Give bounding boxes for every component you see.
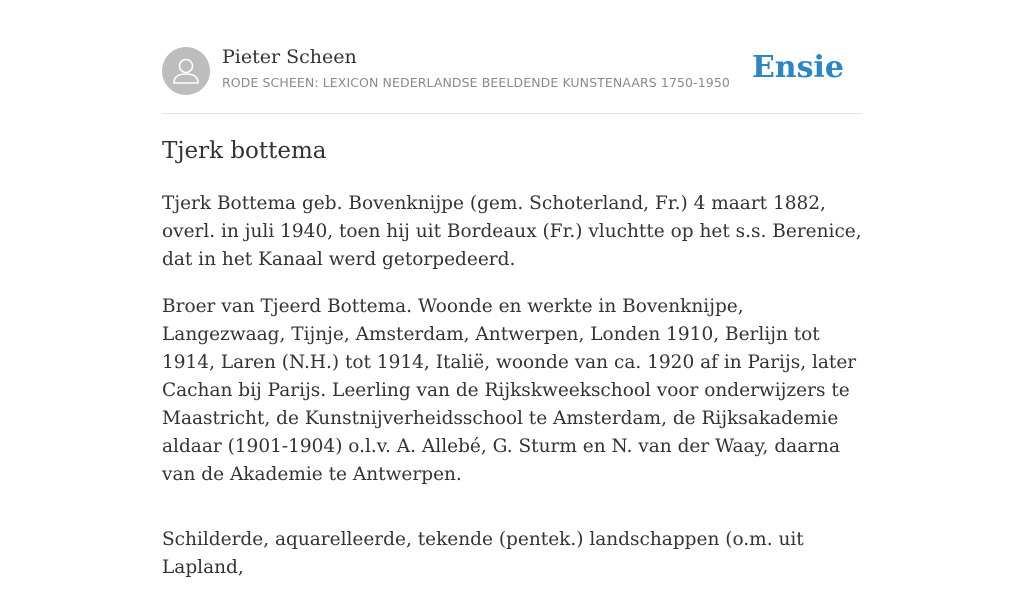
article-body: [162, 190, 862, 601]
entry-header: [162, 46, 862, 96]
paragraph-work: Schilderde, aquarelleerde, tekende (pentek.) landschappen (o.m. uit Lapland,: [162, 529, 804, 578]
paragraph-birth: Tjerk Bottema geb. Bovenknijpe (gem. Schoterland, Fr.) 4 maart 1882, overl. in juli 1940, toen hij uit Bordeaux (Fr.) vluchtte op het s.s. Berenice, dat in het Kanaal werd getorpedeerd.: [162, 193, 862, 270]
header-divider: [162, 113, 862, 114]
author-name[interactable]: Pieter Scheen: [222, 46, 357, 68]
paragraph-biography: Broer van Tjeerd Bottema. Woonde en werkte in Bovenknijpe, Langezwaag, Tijnje, Amsterdam, Antwerpen, Londen 1910, Berlijn tot 1914, Laren (N.H.) tot 1914, Italië, woonde van ca. 1920 af in Parijs, later Cachan bij Parijs. Leerling van de Rijkskweekschool voor onderwijzers te Maastricht, de Kunstnijverheidsschool te Amsterdam, de Rijksakademie aldaar (1901-1904) o.l.v. A. Allebé, G. Sturm en N. van der Waay, daarna van de Akademie te Antwerpen.: [162, 296, 857, 485]
user-icon-graphic: [162, 47, 210, 95]
user-icon[interactable]: [162, 47, 210, 95]
ensie-logo[interactable]: Ensie: [751, 50, 844, 85]
page-title: Tjerk bottema: [162, 138, 327, 164]
source-lexicon[interactable]: RODE SCHEEN: LEXICON NEDERLANDSE BEELDENDE KUNSTENAARS 1750-1950: [222, 75, 730, 90]
